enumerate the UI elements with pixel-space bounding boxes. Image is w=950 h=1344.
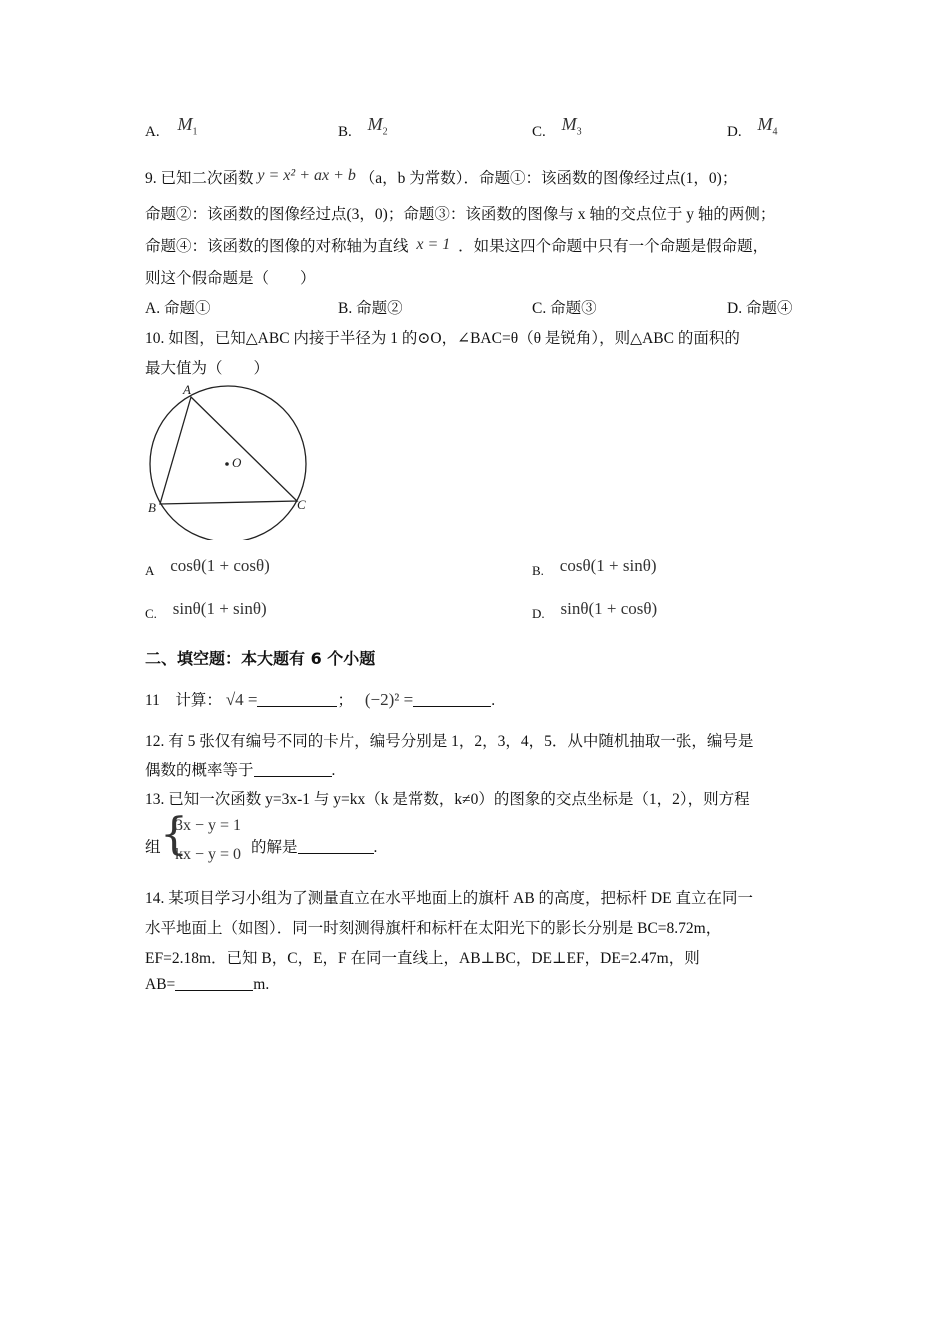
triangle-abc xyxy=(160,397,297,504)
q12-line2: 偶数的概率等于 . xyxy=(145,762,336,779)
q9-line4: 则这个假命题是（ ） xyxy=(145,270,316,287)
q11-blank-2[interactable] xyxy=(413,692,491,707)
q8-option-c-value: $M_3$ xyxy=(561,114,582,138)
q14-line2: 水平地面上（如图）．同一时刻测得旗杆和标杆在太阳光下的影长分别是 BC=8.72m， xyxy=(145,920,722,937)
label-o: O xyxy=(232,455,242,470)
q10-option-b: B. cosθ(1 + sinθ) xyxy=(532,556,657,578)
q8-option-c: C. $M_3$ xyxy=(532,114,582,140)
q13-brace: { xyxy=(160,809,188,860)
q10-line1: 10. 如图，已知△ABC 内接于半径为 1 的⊙O，∠BAC=θ（θ 是锐角），则△ABC 的面积的 xyxy=(145,330,740,347)
label-b: B xyxy=(148,500,156,515)
q12-line1: 12. 有 5 张仅有编号不同的卡片，编号分别是 1，2，3，4，5．从中随机抽取一张，编号是 xyxy=(145,733,754,750)
section-2-title: 二、填空题：本大题有 6 个小题 xyxy=(145,649,376,668)
q13-blank[interactable] xyxy=(298,839,374,854)
q9-option-d: D. 命题④ xyxy=(727,300,793,317)
q8-option-d-value: $M_4$ xyxy=(757,114,778,138)
q13-line1: 13. 已知一次函数 y=3x-1 与 y=kx（k 是常数，k≠0）的图象的交点坐标是（1，2），则方程 xyxy=(145,791,750,808)
q8-option-d: D. $M_4$ xyxy=(727,114,778,140)
q10-circle-figure xyxy=(140,380,320,540)
q10-option-a: A cosθ(1 + cosθ) xyxy=(145,556,270,578)
q14-line3: EF=2.18m．已知 B，C，E，F 在同一直线上，AB⊥BC，DE⊥EF，DE=2.47m，则 xyxy=(145,950,700,967)
q14-blank[interactable] xyxy=(175,976,253,991)
center-point xyxy=(225,462,229,466)
q9-formula: y = x² + ax + b xyxy=(257,167,356,184)
q13-eq1: 3x − y = 1 xyxy=(175,817,242,834)
q14-line4: AB= m. xyxy=(145,976,270,993)
q9-option-a: A. 命题① xyxy=(145,300,211,317)
q10-line2: 最大值为（ ） xyxy=(145,360,270,377)
q11-sqrt-expr: √4 = xyxy=(225,690,258,709)
q9-option-c: C. 命题③ xyxy=(532,300,597,317)
label-c: C xyxy=(297,497,306,512)
q9-option-b: B. 命题② xyxy=(338,300,403,317)
q9-axis-formula: x = 1 xyxy=(416,236,451,253)
q11-line: 11 计算： √4 = ； (−2)² = . xyxy=(145,690,496,709)
q11-square-expr: (−2)² = xyxy=(364,690,414,709)
label-a: A xyxy=(183,382,191,397)
q8-option-b: B. $M_2$ xyxy=(338,114,388,140)
q14-line1: 14. 某项目学习小组为了测量直立在水平地面上的旗杆 AB 的高度，把标杆 DE 直立在同一 xyxy=(145,890,753,907)
q13-eq2: kx − y = 0 xyxy=(175,846,242,863)
q9-line2: 命题②：该函数的图像经过点(3，0)；命题③：该函数的图像与 x 轴的交点位于 y 轴的两侧； xyxy=(145,206,776,223)
q11-blank-1[interactable] xyxy=(257,692,337,707)
q8-option-b-value: $M_2$ xyxy=(367,114,388,138)
q8-option-a: A. $M_1$ xyxy=(145,114,198,140)
q9-line1: 9. 已知二次函数 y = x² + ax + b （a，b 为常数）．命题①：该函数的图像经过点(1，0)； xyxy=(145,167,738,187)
q12-blank[interactable] xyxy=(254,762,332,777)
q10-option-d: D. sinθ(1 + cosθ) xyxy=(532,599,658,621)
q10-option-c: C. sinθ(1 + sinθ) xyxy=(145,599,267,621)
q9-line3: 命题④：该函数的图像的对称轴为直线 x = 1 ．如果这四个命题中只有一个命题是假命题， xyxy=(145,236,769,255)
q8-option-a-value: $M_1$ xyxy=(177,114,198,138)
